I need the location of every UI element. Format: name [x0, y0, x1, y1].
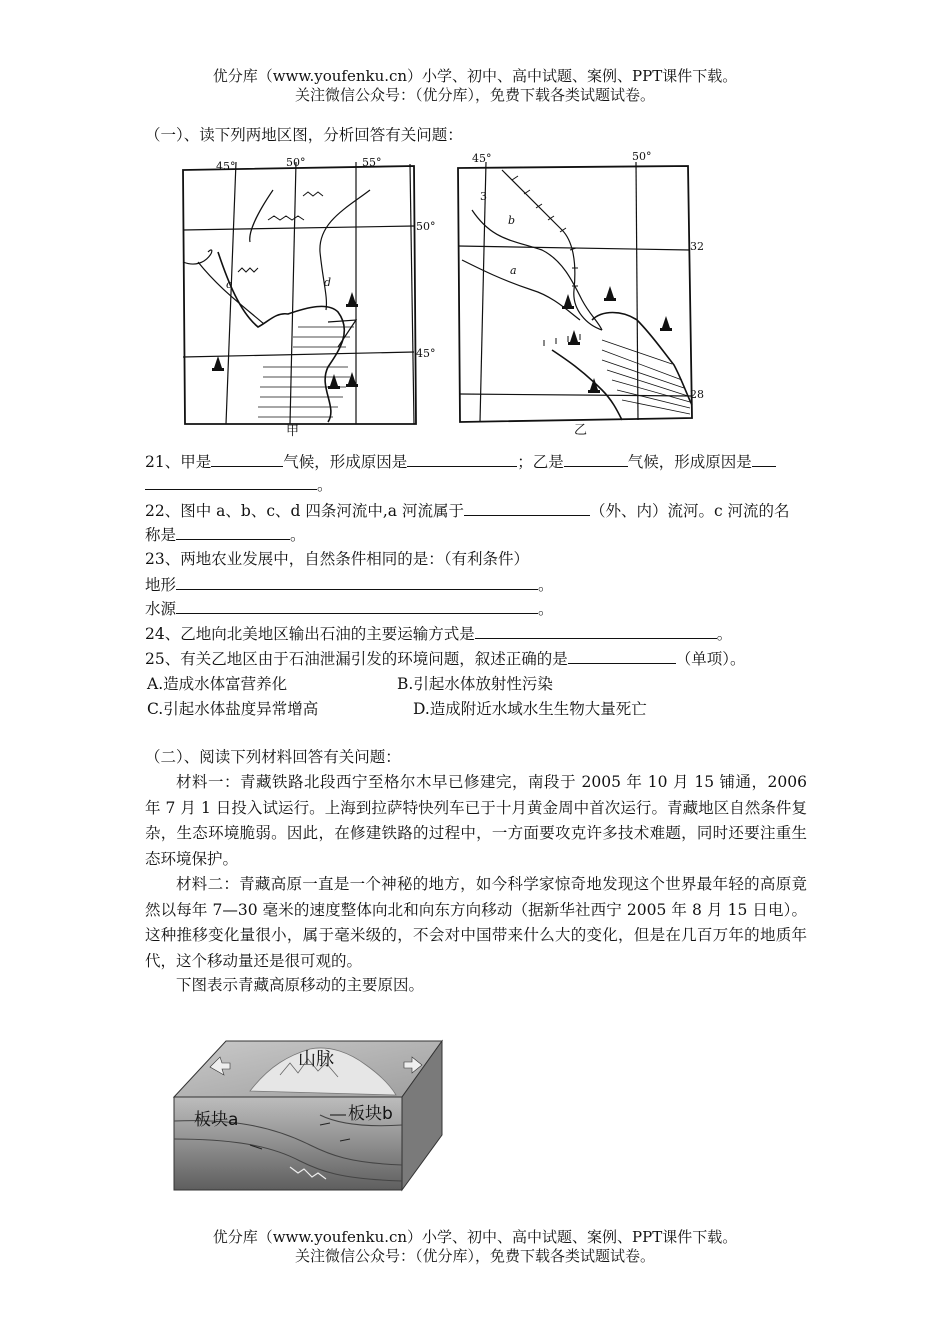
answer-blank[interactable] [211, 450, 283, 467]
label-mountain: 山脉 [298, 1049, 334, 1070]
question-22: 22、图中 a、b、c、d 四条河流中,a 河流属于 （外、内）流河。c 河流的名 [145, 499, 790, 522]
map-jia [178, 152, 440, 437]
map-jia-river-c: c [226, 278, 233, 291]
material-2: 材料二：青藏高原一直是一个神秘的地方，如今科学家惊奇地发现这个世界最年轻的高原竟然以每年 7—30 毫米的速度整体向北和向东方向移动（据新华社西宁 2005 年 8 月 15 日电）。这种推移变化量很小，属于毫米级的，不会对中国带来什么大的变化，但是在几百万年的地质年代，这个移动量还是很可观的。 [145, 875, 807, 970]
map-jia-caption: 甲 [286, 424, 300, 437]
map-jia-river-d: d [324, 276, 332, 289]
map-jia-lon-55: 55° [362, 156, 382, 169]
map-yi-label-3: 3 [480, 190, 487, 203]
map-yi-river-a: a [510, 264, 517, 277]
material-1: 材料一：青藏铁路北段西宁至格尔木早已修建完，南段于 2005 年 10 月 15 铺通，2006 年 7 月 1 日投入试运行。上海到拉萨特快列车已于十月黄金周中首次运行。青藏地区自然条件复杂，生态环境脆弱。因此，在修建铁路的过程中，一方面要攻克许多技术难题，同时还要注重生态环境保护。 [145, 773, 807, 868]
answer-blank[interactable] [176, 523, 290, 540]
figure-intro: 下图表示青藏高原移动的主要原因。 [176, 976, 425, 994]
question-25: 25、有关乙地区由于石油泄漏引发的环境问题，叙述正确的是 （单项）。 [145, 647, 746, 670]
map-yi-lon-50: 50° [632, 150, 652, 163]
map-yi-lat-32: 32 [690, 240, 704, 253]
map-yi-river-b: b [508, 214, 516, 227]
answer-blank[interactable] [176, 573, 538, 590]
question-21-cont: 。 [145, 473, 333, 496]
label-plate-b: 板块b [348, 1104, 393, 1124]
map-yi-lon-45: 45° [472, 152, 492, 165]
option-b[interactable]: B.引起水体放射性污染 [397, 675, 553, 693]
question-23-water: 水源 。 [145, 597, 554, 620]
question-22-cont: 称是 。 [145, 523, 306, 546]
answer-blank[interactable] [176, 597, 538, 614]
answer-blank[interactable] [475, 622, 717, 639]
map-jia-lat-45: 45° [416, 347, 436, 360]
map-yi-caption: 乙 [574, 423, 588, 437]
section1-title: （一）、读下列两地区图，分析回答有关问题： [145, 126, 463, 144]
question-23-terrain: 地形 。 [145, 573, 554, 596]
map-jia-lat-50: 50° [416, 220, 436, 233]
option-a[interactable]: A.造成水体富营养化 [147, 675, 288, 693]
answer-blank[interactable] [752, 450, 776, 467]
answer-blank[interactable] [407, 450, 517, 467]
plate-block-diagram [170, 1035, 445, 1195]
map-yi [452, 150, 710, 437]
answer-blank[interactable] [464, 499, 590, 516]
option-d[interactable]: D.造成附近水域水生生物大量死亡 [413, 700, 647, 718]
page-header-line1: 优分库（www.youfenku.cn）小学、初中、高中试题、案例、PPT课件下载。 [212, 67, 738, 85]
page-footer-line1: 优分库（www.youfenku.cn）小学、初中、高中试题、案例、PPT课件下载。 [212, 1228, 738, 1246]
label-plate-a: 板块a [194, 1110, 239, 1130]
question-21: 21、甲是 气候，形成原因是 ；乙是 气候，形成原因是 [145, 450, 776, 473]
answer-blank[interactable] [564, 450, 628, 467]
question-24: 24、乙地向北美地区输出石油的主要运输方式是 。 [145, 622, 732, 645]
map-yi-lat-28: 28 [690, 388, 704, 401]
question-23: 23、两地农业发展中，自然条件相同的是：（有利条件） [145, 550, 529, 568]
page-footer-line2: 关注微信公众号：（优分库），免费下载各类试题试卷。 [294, 1247, 655, 1265]
page-header-line2: 关注微信公众号：（优分库），免费下载各类试题试卷。 [294, 86, 655, 104]
answer-blank[interactable] [145, 473, 317, 490]
map-jia-lon-50: 50° [286, 156, 306, 169]
answer-blank[interactable] [568, 647, 676, 664]
option-c[interactable]: C.引起水体盐度异常增高 [147, 700, 319, 718]
section2-title: （二）、阅读下列材料回答有关问题： [145, 748, 401, 766]
map-jia-lon-45: 45° [216, 160, 236, 173]
